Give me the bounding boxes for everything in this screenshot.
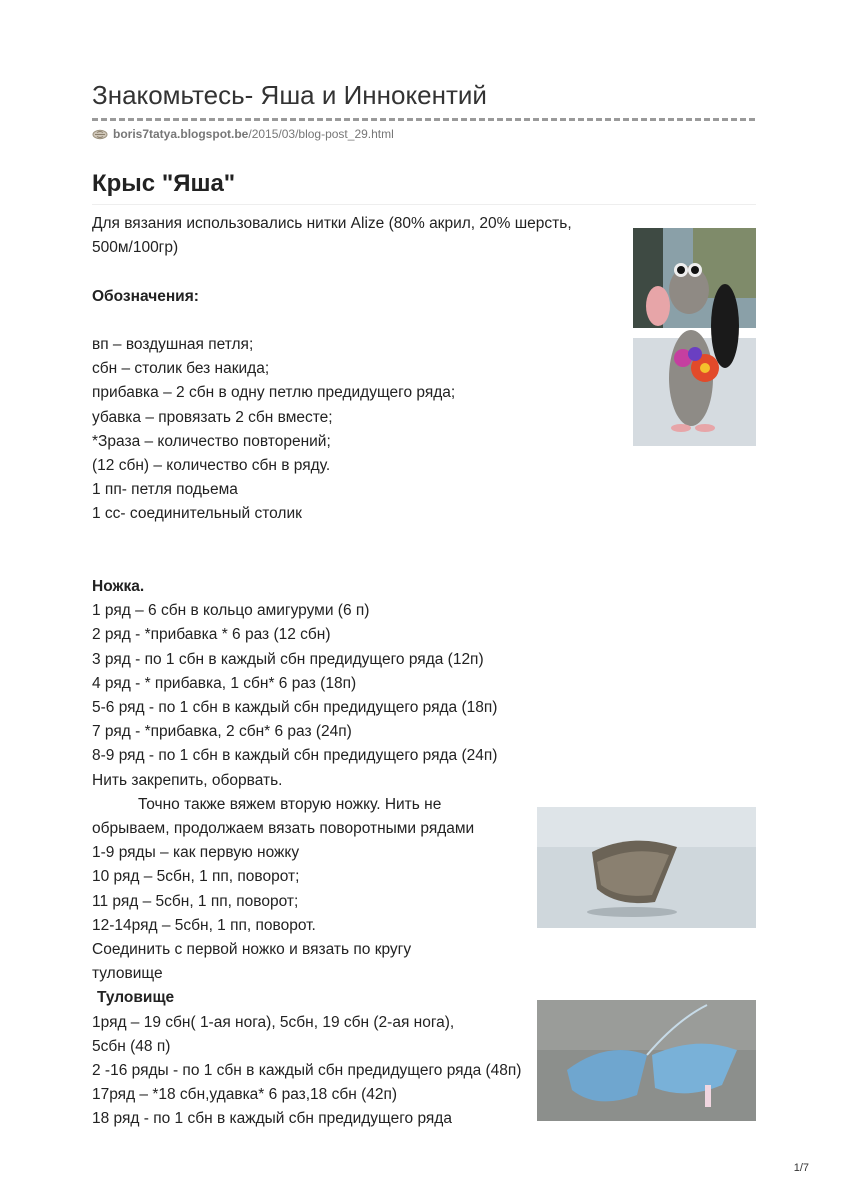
link-chain-icon bbox=[92, 129, 108, 140]
legend-item: вп – воздушная петля; bbox=[92, 335, 254, 353]
second-leg-row: 12-14ряд – 5сбн, 1 пп, поворот. bbox=[92, 916, 316, 934]
leg-row: 8-9 ряд - по 1 сбн в каждый сбн предидущего ряда (24п) bbox=[92, 747, 498, 765]
legs-photo bbox=[537, 1000, 756, 1121]
leg-row: 1 ряд – 6 сбн в кольцо амигуруми (6 п) bbox=[92, 602, 370, 620]
leg-row: 4 ряд - * прибавка, 1 сбн* 6 раз (18п) bbox=[92, 674, 357, 692]
leg-row: 2 ряд - *прибавка * 6 раз (12 сбн) bbox=[92, 626, 331, 644]
post-title: Крыс "Яша" bbox=[92, 170, 236, 197]
legend-item: сбн – столик без накида; bbox=[92, 360, 270, 378]
intro-text: Для вязания использовались нитки Alize (80% акрил, 20% шерсть, 500м/100гр) bbox=[92, 215, 572, 257]
post-body bbox=[92, 212, 617, 1132]
legend-item: 1 пп- петля подьема bbox=[92, 481, 238, 499]
body-row: 17ряд – *18 сбн,удавка* 6 раз,18 сбн (42п) bbox=[92, 1086, 398, 1104]
source-link[interactable] bbox=[92, 127, 394, 141]
page-number: 1/7 bbox=[793, 1162, 809, 1174]
leg-row: Нить закрепить, оборвать. bbox=[92, 771, 283, 789]
legend-item: (12 сбн) – количество сбн в ряду. bbox=[92, 457, 331, 474]
second-leg-row: 11 ряд – 5сбн, 1 пп, поворот; bbox=[92, 892, 299, 910]
second-leg-row: 1-9 ряды – как первую ножку bbox=[92, 844, 300, 862]
second-leg-row: Соединить с первой ножко и вязать по кругу туловище bbox=[92, 941, 412, 983]
body-row: 1ряд – 19 сбн( 1-ая нога), 5сбн, 19 сбн (2-ая нога), 5сбн (48 п) bbox=[92, 1013, 455, 1055]
leg-row: 3 ряд - по 1 сбн в каждый сбн предидущего ряда (12п) bbox=[92, 650, 484, 668]
second-leg-intro: Точно также вяжем вторую ножку. Нить не обрываем, продолжаем вязать поворотными рядами bbox=[92, 795, 475, 838]
legend-item: 1 сс- соединительный столик bbox=[92, 505, 302, 523]
post-title-rule bbox=[92, 204, 756, 205]
leg-row: 5-6 ряд - по 1 сбн в каждый сбн предидущего ряда (18п) bbox=[92, 699, 498, 716]
body-row: 2 -16 ряды - по 1 сбн в каждый сбн предидущего ряда (48п) bbox=[92, 1062, 522, 1080]
legend-item: прибавка – 2 сбн в одну петлю предидущего ряда; bbox=[92, 384, 456, 402]
leg-heading: Ножка. bbox=[92, 577, 145, 595]
legend-item: *Зраза – количество повторений; bbox=[92, 432, 331, 450]
leg-photo bbox=[537, 807, 756, 928]
second-leg-row: 10 ряд – 5сбн, 1 пп, поворот; bbox=[92, 868, 300, 886]
body-heading: Туловище bbox=[97, 989, 175, 1007]
leg-row: 7 ряд - *прибавка, 2 сбн* 6 раз (24п) bbox=[92, 723, 352, 741]
title-divider bbox=[92, 118, 755, 121]
legend-heading: Обозначения: bbox=[92, 287, 199, 305]
rat-photo bbox=[633, 228, 756, 446]
legend-item: убавка – провязать 2 сбн вместе; bbox=[92, 408, 333, 426]
source-path[interactable]: /2015/03/blog-post_29.html bbox=[248, 127, 394, 141]
body-row: 18 ряд - по 1 сбн в каждый сбн предидущего ряда bbox=[92, 1110, 452, 1128]
document-title: Знакомьтесь- Яша и Иннокентий bbox=[92, 80, 487, 110]
source-domain[interactable]: boris7tatya.blogspot.be bbox=[113, 127, 249, 141]
